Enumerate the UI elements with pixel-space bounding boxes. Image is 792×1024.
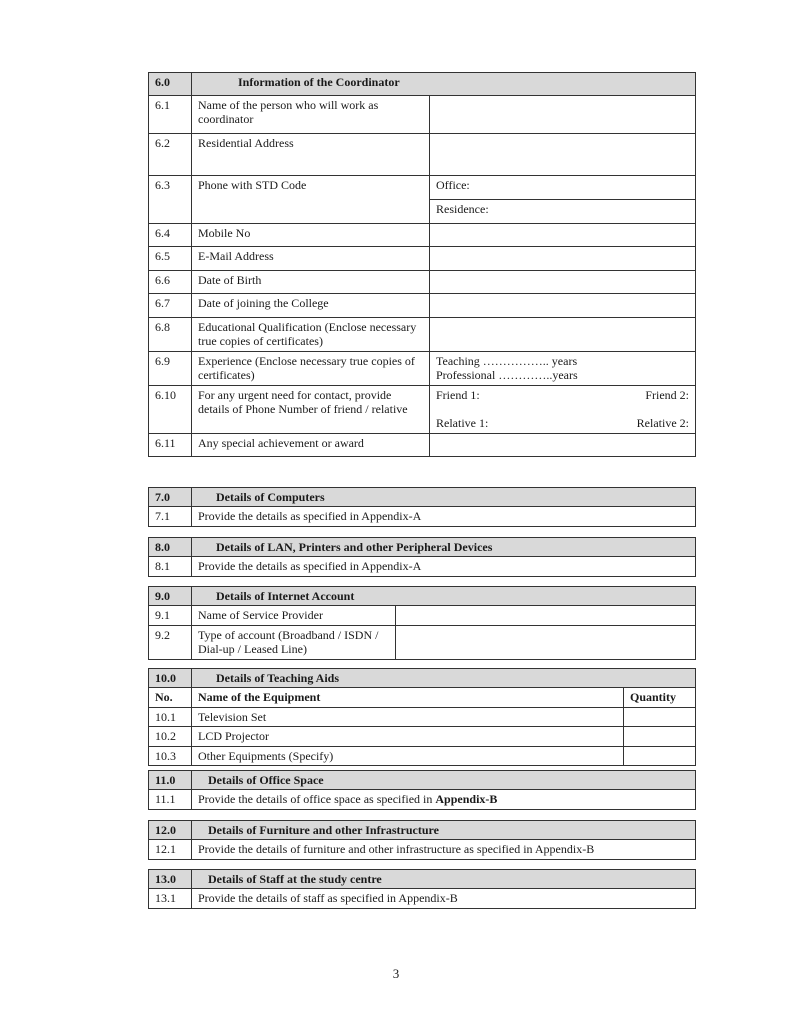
section-title: Details of Office Space [192, 771, 696, 790]
quantity-field[interactable] [624, 707, 696, 726]
coordinator-table [148, 72, 696, 457]
row-label: Name of Service Provider [192, 606, 396, 625]
row-label: For any urgent need for contact, provide details of Phone Number of friend / relative [192, 385, 430, 433]
section-number: 11.0 [149, 771, 192, 790]
email-field[interactable] [430, 247, 696, 271]
column-header-equipment: Name of the Equipment [192, 688, 624, 707]
row-number: 10.1 [149, 707, 192, 726]
row-number: 11.1 [149, 790, 192, 809]
row-number: 6.2 [149, 134, 192, 176]
row-label: Residential Address [192, 134, 430, 176]
row-label: Date of Birth [192, 271, 430, 294]
row-label: Provide the details of office space as specified in Appendix-B [192, 790, 696, 809]
experience-field[interactable] [430, 351, 696, 385]
row-label: Mobile No [192, 224, 430, 247]
teaching-aids-table [148, 668, 696, 766]
residential-address-field[interactable] [430, 134, 696, 176]
page-number: 3 [392, 966, 400, 981]
row-number: 6.10 [149, 385, 192, 433]
section-number: 13.0 [149, 870, 192, 889]
row-label: Educational Qualification (Enclose necessary true copies of certificates) [192, 318, 430, 352]
row-label: Provide the details as specified in Appendix-A [192, 507, 696, 526]
row-label: Type of account (Broadband / ISDN / Dial-up / Leased Line) [192, 625, 396, 659]
section-title: Details of LAN, Printers and other Peripheral Devices [192, 538, 696, 557]
row-number: 9.2 [149, 625, 192, 659]
row-number: 6.7 [149, 294, 192, 318]
computers-table [148, 487, 696, 527]
column-header-quantity: Quantity [624, 688, 696, 707]
quantity-field[interactable] [624, 746, 696, 765]
coordinator-name-field[interactable] [430, 96, 696, 134]
friend2-label: Friend 2: [645, 387, 689, 402]
section-title: Details of Staff at the study centre [192, 870, 696, 889]
row-label: Phone with STD Code [192, 176, 430, 224]
row-number: 6.4 [149, 224, 192, 247]
professional-years: Professional …………..years [436, 368, 578, 383]
teaching-years: Teaching …………….. years [436, 353, 578, 368]
contact-field[interactable] [430, 385, 696, 433]
achievement-field[interactable] [430, 433, 696, 456]
row-number: 6.3 [149, 176, 192, 224]
row-label: E-Mail Address [192, 247, 430, 271]
quantity-field[interactable] [624, 727, 696, 746]
section-number: 12.0 [149, 821, 192, 840]
joining-date-field[interactable] [430, 294, 696, 318]
row-number: 8.1 [149, 557, 192, 576]
section-title: Details of Furniture and other Infrastructure [192, 821, 696, 840]
row-number: 13.1 [149, 889, 192, 908]
row-label: Date of joining the College [192, 294, 430, 318]
row-label: Provide the details of furniture and other infrastructure as specified in Appendix-B [192, 840, 696, 859]
row-label: Provide the details as specified in Appendix-A [192, 557, 696, 576]
section-number: 6.0 [149, 73, 192, 96]
row-number: 6.11 [149, 433, 192, 456]
row-label: Name of the person who will work as coordinator [192, 96, 430, 134]
section-title: Details of Internet Account [192, 587, 696, 606]
friend1-label: Friend 1: [436, 387, 480, 402]
row-number: 7.1 [149, 507, 192, 526]
furniture-table [148, 820, 696, 860]
appendix-reference: Appendix-B [435, 792, 498, 807]
relative2-label: Relative 2: [636, 415, 689, 430]
staff-table [148, 869, 696, 909]
row-label: Experience (Enclose necessary true copies of certificates) [192, 351, 430, 385]
dob-field[interactable] [430, 271, 696, 294]
office-phone-field[interactable]: Office: [430, 176, 696, 200]
section-number: 10.0 [149, 669, 192, 688]
lan-table [148, 537, 696, 577]
row-number: 12.1 [149, 840, 192, 859]
account-type-field[interactable] [396, 625, 696, 659]
row-number: 6.6 [149, 271, 192, 294]
relative1-label: Relative 1: [436, 415, 489, 430]
qualification-field[interactable] [430, 318, 696, 352]
row-label: Television Set [192, 707, 624, 726]
section-title: Details of Computers [192, 488, 696, 507]
row-number: 10.3 [149, 746, 192, 765]
row-label: Provide the details of staff as specified in Appendix-B [192, 889, 696, 908]
row-number: 10.2 [149, 727, 192, 746]
section-title: Information of the Coordinator [192, 73, 696, 96]
row-number: 9.1 [149, 606, 192, 625]
row-label: LCD Projector [192, 727, 624, 746]
section-title: Details of Teaching Aids [192, 669, 696, 688]
row-number: 6.1 [149, 96, 192, 134]
row-number: 6.5 [149, 247, 192, 271]
service-provider-field[interactable] [396, 606, 696, 625]
office-space-table [148, 770, 696, 810]
section-number: 9.0 [149, 587, 192, 606]
row-label: Other Equipments (Specify) [192, 746, 624, 765]
section-number: 8.0 [149, 538, 192, 557]
column-header-no: No. [149, 688, 192, 707]
residence-phone-field[interactable]: Residence: [430, 200, 696, 224]
row-number: 6.8 [149, 318, 192, 352]
row-number: 6.9 [149, 351, 192, 385]
mobile-field[interactable] [430, 224, 696, 247]
row-label: Any special achievement or award [192, 433, 430, 456]
internet-table [148, 586, 696, 660]
section-number: 7.0 [149, 488, 192, 507]
